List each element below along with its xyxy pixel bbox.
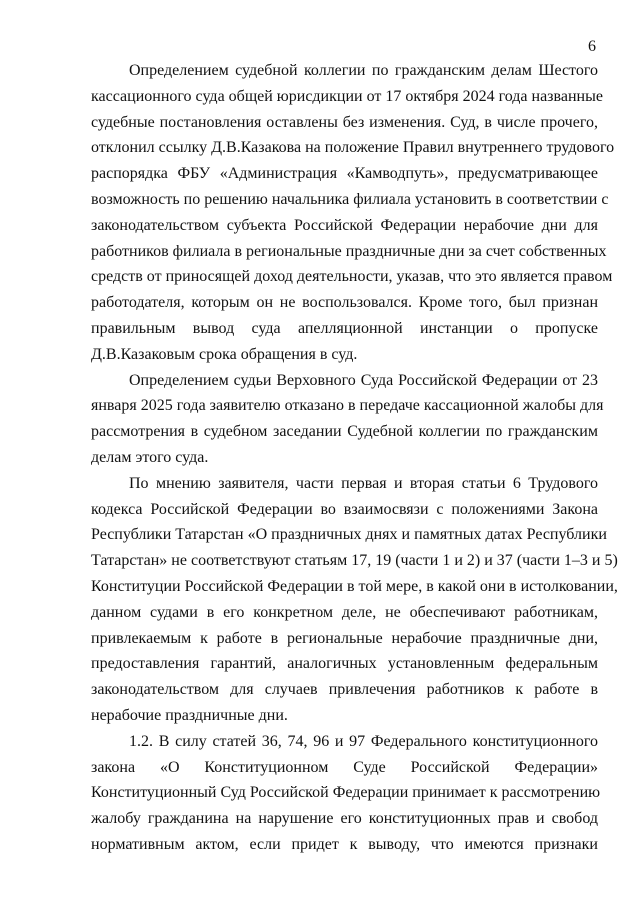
text-line: По мнению заявителя, части первая и вторая статьи 6 Трудового — [129, 474, 598, 492]
text-line: Республики Татарстан «О праздничных днях и памятных датах Республики — [91, 526, 607, 544]
text-line: данном судами в его конкретном деле, не обеспечивают работникам, — [91, 603, 598, 621]
text-line: рассмотрения в судебном заседании Судебной коллегии по гражданским — [91, 423, 598, 441]
text-line: Д.В.Казаковым срока обращения в суд. — [91, 345, 358, 363]
text-line: закона «О Конституционном Суде Российской Федерации» — [91, 758, 598, 776]
text-line: судебные постановления оставлены без изменения. Суд, в числе прочего, — [91, 113, 598, 131]
paragraph — [91, 58, 615, 368]
text-line: распорядка ФБУ «Администрация «Камводпуть», предусматривающее — [91, 165, 598, 183]
text-line: 1.2. В силу статей 36, 74, 96 и 97 Федерального конституционного — [129, 732, 598, 750]
text-line: делам этого суда. — [91, 448, 209, 466]
text-line: Определением судьи Верховного Суда Российской Федерации от 23 — [129, 371, 598, 389]
paragraph — [91, 471, 618, 729]
text-line: нормативным актом, если придет к выводу, что имеются признаки — [91, 835, 598, 853]
page-number: 6 — [588, 38, 596, 55]
text-line: января 2025 года заявителю отказано в передаче кассационной жалобы для — [91, 397, 604, 415]
text-line: Конституции Российской Федерации в той мере, в какой они в истолковании, — [91, 577, 618, 595]
text-line: кассационного суда общей юрисдикции от 17 октября 2024 года названные — [91, 87, 603, 105]
text-line: работников филиала в региональные праздничные дни за счет собственных — [91, 242, 607, 260]
text-line: предоставления гарантий, аналогичных установленным федеральным — [91, 655, 598, 673]
text-line: возможность по решению начальника филиала установить в соответствии с — [91, 190, 609, 208]
paragraph — [91, 729, 601, 858]
text-line: нерабочие праздничные дни. — [91, 706, 288, 724]
text-line: правильным вывод суда апелляционной инстанции о пропуске — [91, 319, 598, 337]
text-line: Конституционный Суд Российской Федерации принимает к рассмотрению — [91, 784, 601, 802]
text-line: кодекса Российской Федерации во взаимосвязи с положениями Закона — [91, 500, 598, 518]
text-line: законодательством для случаев привлечения работников к работе в — [91, 681, 598, 699]
text-line: Определением судебной коллегии по гражданским делам Шестого — [129, 62, 598, 79]
paragraph — [91, 368, 604, 471]
text-line: Татарстан» не соответствуют статьям 17, 19 (части 1 и 2) и 37 (части 1–3 и 5) — [91, 552, 618, 570]
text-line: работодателя, которым он не воспользовался. Кроме того, был признан — [91, 294, 598, 312]
text-line: жалобу гражданина на нарушение его конституционных прав и свобод — [91, 810, 598, 828]
text-line: привлекаемым к работе в региональные нерабочие праздничные дни, — [91, 629, 598, 647]
document-body — [91, 58, 618, 858]
text-line: законодательством субъекта Российской Федерации нерабочие дни для — [91, 216, 598, 234]
text-line: средств от приносящей доход деятельности, указав, что это является правом — [91, 268, 613, 286]
text-line: отклонил ссылку Д.В.Казакова на положение Правил внутреннего трудового — [91, 139, 615, 157]
